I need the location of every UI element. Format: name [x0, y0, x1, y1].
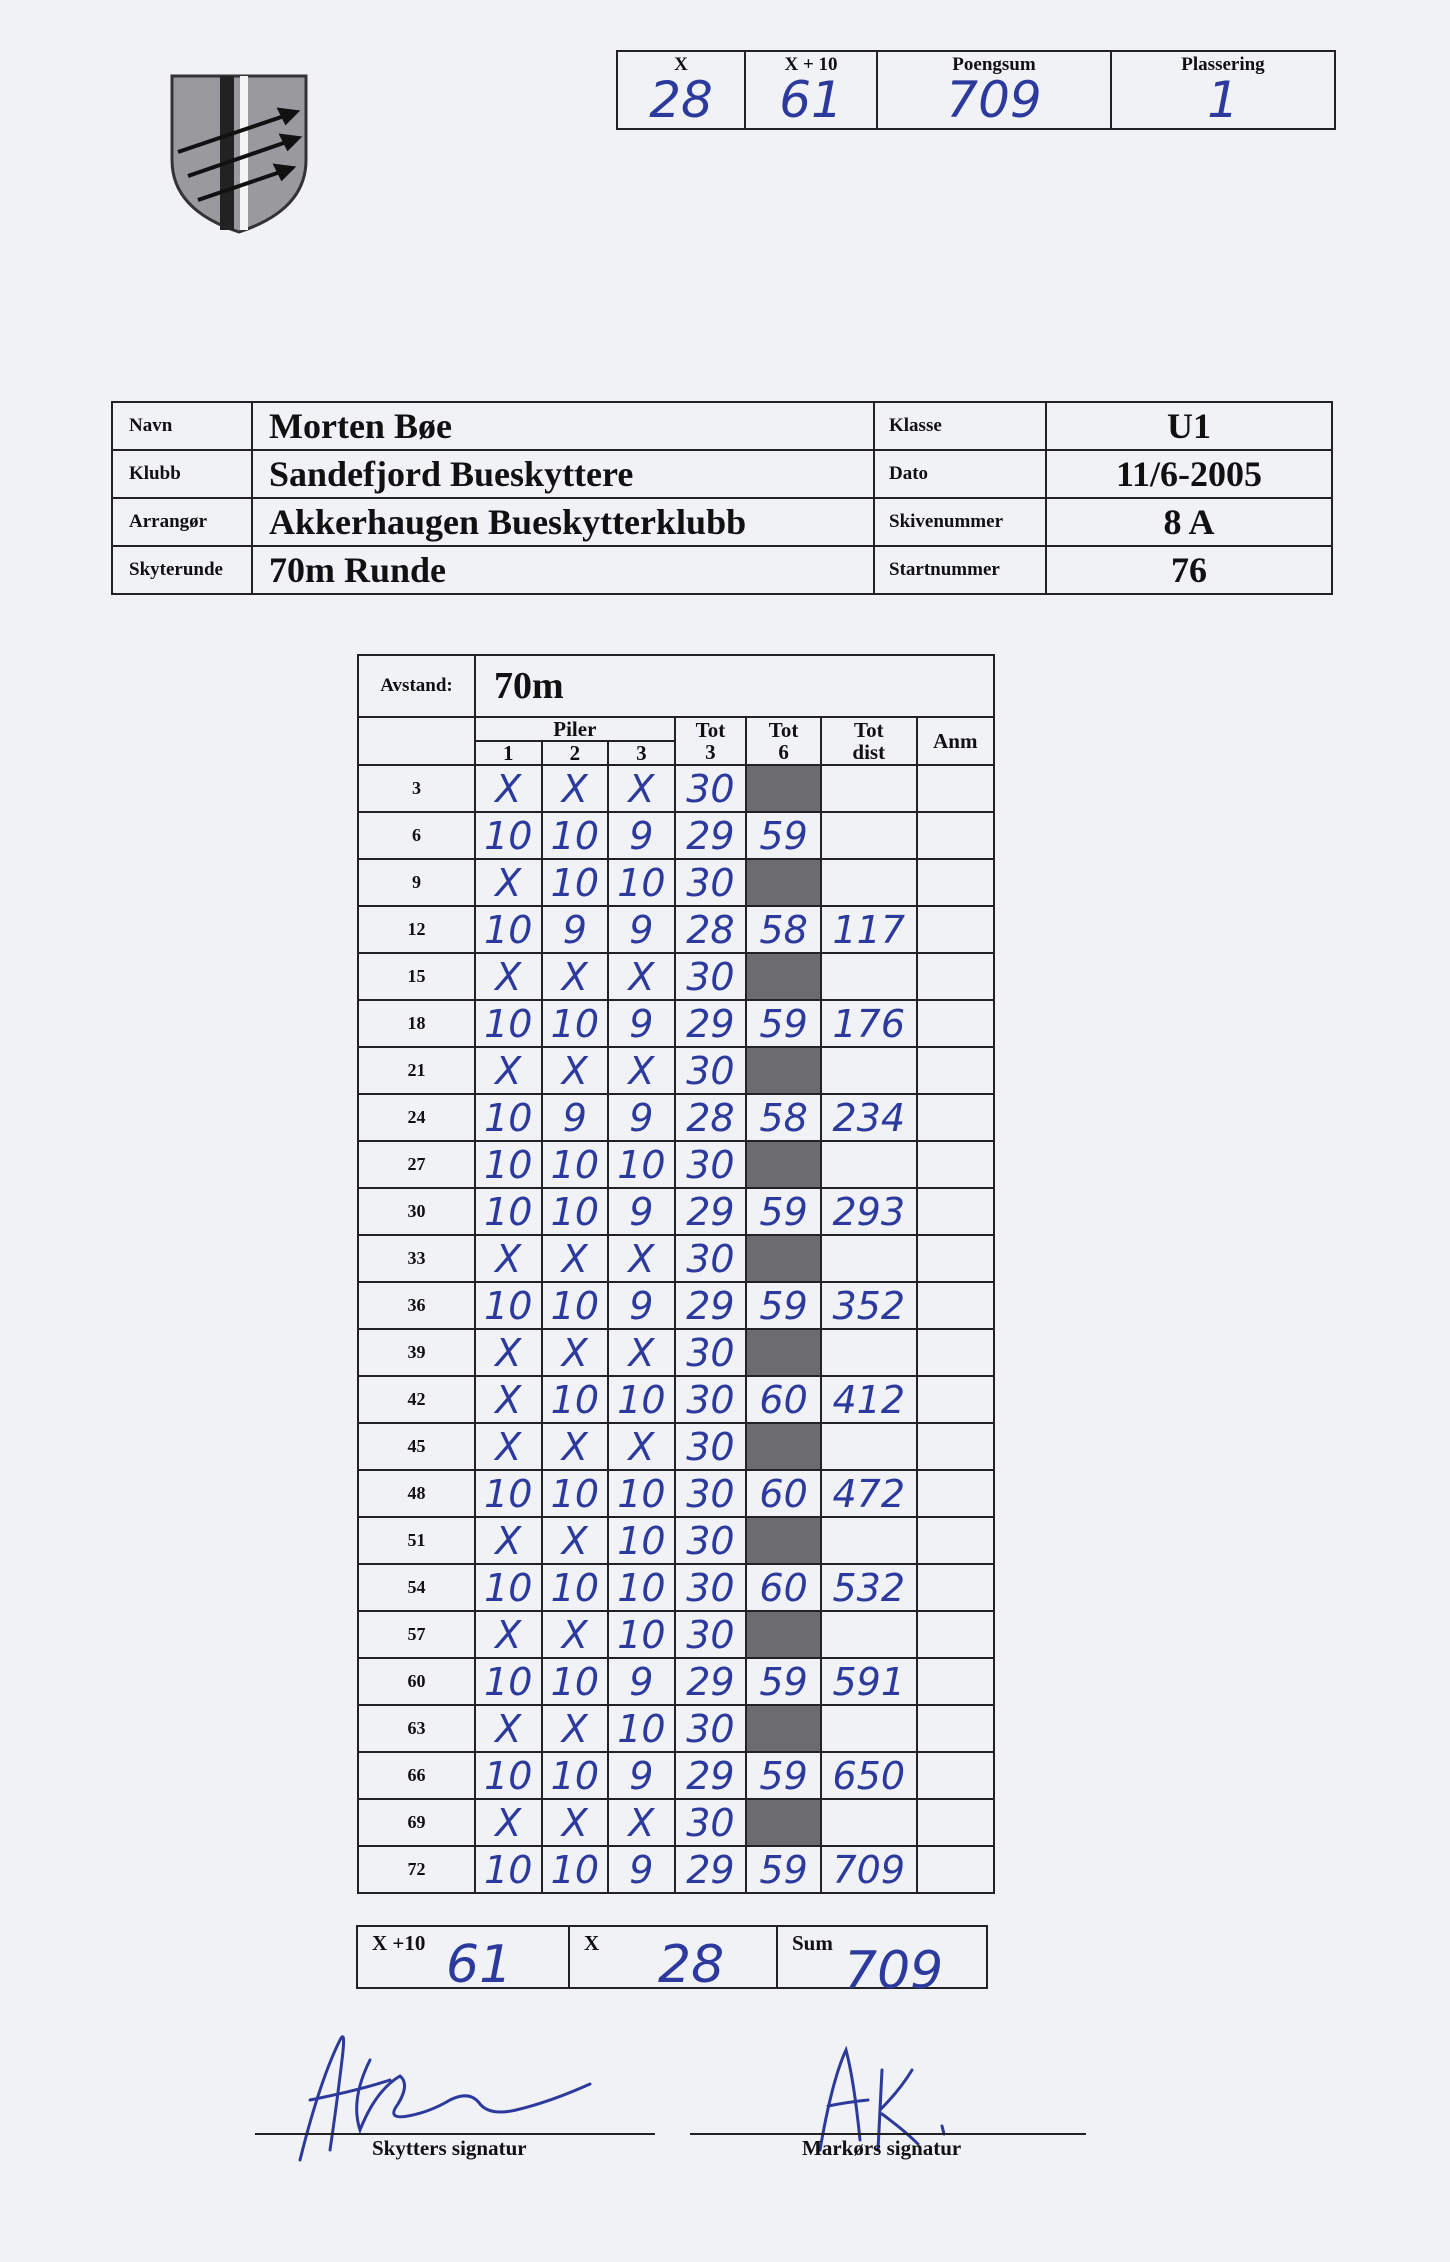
arrow-score: 10 — [475, 1752, 542, 1799]
totals-sum-label: Sum — [792, 1931, 833, 1955]
tot3-value: 30 — [675, 1047, 747, 1094]
arrow-count: 60 — [358, 1658, 475, 1705]
score-row — [358, 1000, 994, 1047]
tot6-value: 58 — [746, 906, 821, 953]
arrow-score: 10 — [475, 1094, 542, 1141]
totdist-value — [821, 1141, 917, 1188]
score-row — [358, 1564, 994, 1611]
arrow-score: X — [475, 1423, 542, 1470]
arrow-score: 10 — [608, 859, 675, 906]
tot6-value — [746, 1235, 821, 1282]
arrow-score: X — [542, 1047, 609, 1094]
arrow-score: 10 — [608, 1517, 675, 1564]
arrow-score: 9 — [542, 906, 609, 953]
arrow-score: 10 — [475, 1846, 542, 1893]
arrow-score: 10 — [475, 906, 542, 953]
score-row — [358, 859, 994, 906]
totdist-value: 176 — [821, 1000, 917, 1047]
x10-count-label: X + 10 — [784, 54, 838, 75]
tot6-value — [746, 765, 821, 812]
arrow-score: 10 — [608, 1470, 675, 1517]
arrow-score: X — [608, 1235, 675, 1282]
tot3-header-sub: 3 — [705, 740, 716, 764]
marker-signature-label: Markørs signatur — [802, 2136, 962, 2160]
tot6-value — [746, 1517, 821, 1564]
totdist-value: 472 — [821, 1470, 917, 1517]
organizer-label: Arrangør — [112, 498, 252, 546]
arrow-score: 10 — [475, 1282, 542, 1329]
arrow-score: 10 — [475, 1141, 542, 1188]
remark-header: Anm — [917, 717, 994, 765]
arrow-count: 3 — [358, 765, 475, 812]
totdist-header-label: Tot — [853, 718, 884, 742]
arrow-score: X — [608, 1799, 675, 1846]
start-number-value: 76 — [1046, 546, 1332, 594]
totdist-value — [821, 1235, 917, 1282]
score-row — [358, 765, 994, 812]
totals-sum-cell — [777, 1926, 987, 2001]
remark-cell — [917, 1658, 994, 1705]
tot6-value: 60 — [746, 1470, 821, 1517]
marker-signature-line — [690, 2133, 1086, 2135]
arrow-score: X — [608, 1329, 675, 1376]
arrow-count: 15 — [358, 953, 475, 1000]
arrow-score: X — [608, 1423, 675, 1470]
arrow-score: 10 — [608, 1564, 675, 1611]
arrow-score: 10 — [475, 812, 542, 859]
club-value: Sandefjord Bueskyttere — [252, 450, 874, 498]
target-label: Skivenummer — [874, 498, 1046, 546]
totdist-value — [821, 859, 917, 906]
arrow-score: 10 — [608, 1705, 675, 1752]
archer-signature-line — [255, 2133, 655, 2135]
score-row — [358, 1282, 994, 1329]
class-label: Klasse — [874, 402, 1046, 450]
arrow-score: X — [542, 1611, 609, 1658]
tot3-value: 30 — [675, 1705, 747, 1752]
tot3-value: 30 — [675, 1799, 747, 1846]
arrow-count: 12 — [358, 906, 475, 953]
arrow-score: X — [475, 1329, 542, 1376]
tot6-value: 59 — [746, 1188, 821, 1235]
arrow-score: 9 — [542, 1094, 609, 1141]
remark-cell — [917, 1799, 994, 1846]
remark-cell — [917, 1141, 994, 1188]
tot3-value: 28 — [675, 1094, 747, 1141]
arrow-score: X — [475, 953, 542, 1000]
arrow-count: 6 — [358, 812, 475, 859]
tot6-value: 60 — [746, 1564, 821, 1611]
tot3-value: 30 — [675, 1141, 747, 1188]
totals-sum-value: 709 — [844, 1941, 944, 2001]
arrow-count: 24 — [358, 1094, 475, 1141]
arrow-count: 63 — [358, 1705, 475, 1752]
totdist-value — [821, 1423, 917, 1470]
x-count-label: X — [674, 54, 688, 75]
tot6-value — [746, 953, 821, 1000]
remark-cell — [917, 1282, 994, 1329]
tot3-value: 29 — [675, 1000, 747, 1047]
arrow-column-header: 2 — [542, 741, 609, 765]
score-row — [358, 1423, 994, 1470]
tot6-value: 59 — [746, 1282, 821, 1329]
arrow-count: 27 — [358, 1141, 475, 1188]
arrow-score: X — [542, 1705, 609, 1752]
score-cell — [877, 51, 1111, 129]
tot6-value — [746, 1141, 821, 1188]
arrow-score: X — [475, 859, 542, 906]
totdist-value — [821, 1799, 917, 1846]
tot6-value — [746, 1799, 821, 1846]
tot3-value: 29 — [675, 1846, 747, 1893]
arrow-score: 10 — [542, 1376, 609, 1423]
tot6-header-sub: 6 — [778, 740, 789, 764]
arrow-score: X — [608, 1047, 675, 1094]
date-label: Dato — [874, 450, 1046, 498]
totals-x-label: X — [584, 1931, 600, 1955]
remark-cell — [917, 1376, 994, 1423]
arrow-count: 48 — [358, 1470, 475, 1517]
archer-signature-label: Skytters signatur — [372, 2136, 527, 2160]
remark-cell — [917, 1329, 994, 1376]
remark-cell — [917, 812, 994, 859]
arrow-score: 10 — [475, 1564, 542, 1611]
score-row — [358, 1752, 994, 1799]
arrow-score: 10 — [475, 1470, 542, 1517]
totdist-header-sub: dist — [852, 740, 886, 764]
distance-value: 70m — [475, 655, 994, 717]
arrow-score: 9 — [608, 1000, 675, 1047]
arrow-count: 51 — [358, 1517, 475, 1564]
arrow-score: 10 — [475, 1188, 542, 1235]
arrow-score: 9 — [608, 1752, 675, 1799]
arrow-score: 10 — [608, 1611, 675, 1658]
score-row — [358, 1658, 994, 1705]
arrow-score: 10 — [542, 1000, 609, 1047]
placement-cell — [1111, 51, 1335, 129]
tot3-value: 30 — [675, 1329, 747, 1376]
arrow-score: 10 — [542, 1470, 609, 1517]
arrow-score: 10 — [608, 1376, 675, 1423]
totdist-value — [821, 765, 917, 812]
arrow-score: 10 — [475, 1000, 542, 1047]
tot3-value: 30 — [675, 1235, 747, 1282]
score-value: 709 — [946, 71, 1042, 129]
score-row — [358, 1235, 994, 1282]
score-card-table — [357, 654, 995, 1894]
arrow-score: 9 — [608, 1188, 675, 1235]
arrow-score: 9 — [608, 1282, 675, 1329]
arrow-count: 54 — [358, 1564, 475, 1611]
tot6-value — [746, 1329, 821, 1376]
arrow-score: X — [475, 1235, 542, 1282]
tot3-value: 29 — [675, 812, 747, 859]
totdist-value: 293 — [821, 1188, 917, 1235]
totals-x10-value: 61 — [446, 1935, 513, 1995]
tot6-header-label: Tot — [768, 718, 799, 742]
club-crest-logo — [168, 72, 310, 236]
arrow-score: 10 — [542, 1658, 609, 1705]
tot3-value: 29 — [675, 1282, 747, 1329]
tot3-value: 30 — [675, 1423, 747, 1470]
arrows-header: Piler — [475, 717, 675, 741]
arrow-score: 10 — [542, 859, 609, 906]
totdist-value: 650 — [821, 1752, 917, 1799]
remark-cell — [917, 1235, 994, 1282]
totdist-header — [821, 717, 917, 765]
arrow-column-header: 1 — [475, 741, 542, 765]
arrow-count: 18 — [358, 1000, 475, 1047]
arrow-score: X — [542, 1329, 609, 1376]
arrow-score: X — [475, 1799, 542, 1846]
x-count-cell — [617, 51, 745, 129]
arrow-score: X — [475, 765, 542, 812]
target-value: 8 A — [1046, 498, 1332, 546]
totals-box — [356, 1925, 988, 2001]
distance-label: Avstand: — [380, 675, 453, 696]
tot6-value: 59 — [746, 1846, 821, 1893]
arrow-count: 66 — [358, 1752, 475, 1799]
arrow-score: 9 — [608, 812, 675, 859]
remark-cell — [917, 953, 994, 1000]
arrow-score: 10 — [542, 812, 609, 859]
arrow-count: 36 — [358, 1282, 475, 1329]
placement-value: 1 — [1207, 71, 1239, 129]
remark-cell — [917, 1047, 994, 1094]
arrow-score: X — [542, 1423, 609, 1470]
tot6-value — [746, 1611, 821, 1658]
remark-cell — [917, 1000, 994, 1047]
tot6-value: 59 — [746, 812, 821, 859]
tot3-header — [675, 717, 747, 765]
totals-x-value: 28 — [658, 1935, 725, 1995]
arrow-score: 10 — [542, 1188, 609, 1235]
organizer-value: Akkerhaugen Bueskytterklubb — [252, 498, 874, 546]
tot3-header-label: Tot — [695, 718, 726, 742]
arrow-score: 10 — [542, 1282, 609, 1329]
score-row — [358, 1094, 994, 1141]
totdist-value: 591 — [821, 1658, 917, 1705]
class-value: U1 — [1046, 402, 1332, 450]
tot6-value: 59 — [746, 1752, 821, 1799]
arrow-score: X — [542, 1235, 609, 1282]
totdist-value — [821, 1611, 917, 1658]
placement-label: Plassering — [1181, 54, 1265, 75]
totdist-value — [821, 953, 917, 1000]
remark-cell — [917, 1846, 994, 1893]
arrow-score: X — [608, 953, 675, 1000]
x-count-value: 28 — [649, 71, 713, 129]
arrow-count: 42 — [358, 1376, 475, 1423]
arrow-score: X — [542, 765, 609, 812]
tot6-value: 59 — [746, 1658, 821, 1705]
tot6-value: 60 — [746, 1376, 821, 1423]
remark-cell — [917, 906, 994, 953]
tot3-value: 29 — [675, 1188, 747, 1235]
score-row — [358, 1047, 994, 1094]
arrow-score: X — [608, 765, 675, 812]
arrow-score: X — [475, 1047, 542, 1094]
arrow-count: 30 — [358, 1188, 475, 1235]
arrow-count: 45 — [358, 1423, 475, 1470]
tot6-value: 58 — [746, 1094, 821, 1141]
arrow-score: 10 — [608, 1141, 675, 1188]
x10-count-cell — [745, 51, 877, 129]
tot6-header — [746, 717, 821, 765]
tot3-value: 30 — [675, 1611, 747, 1658]
score-row — [358, 1611, 994, 1658]
tot6-value — [746, 859, 821, 906]
tot6-value: 59 — [746, 1000, 821, 1047]
tot3-value: 30 — [675, 1564, 747, 1611]
totdist-value — [821, 1517, 917, 1564]
tot3-value: 30 — [675, 859, 747, 906]
result-summary — [616, 50, 1336, 130]
remark-cell — [917, 1517, 994, 1564]
remark-cell — [917, 1423, 994, 1470]
arrow-score: X — [475, 1517, 542, 1564]
totals-x10-cell — [357, 1926, 569, 1995]
totdist-value: 709 — [821, 1846, 917, 1893]
tot3-value: 30 — [675, 765, 747, 812]
totdist-value: 532 — [821, 1564, 917, 1611]
score-row — [358, 1141, 994, 1188]
arrow-score: 9 — [608, 906, 675, 953]
totdist-value — [821, 1705, 917, 1752]
tot3-value: 29 — [675, 1658, 747, 1705]
arrow-score: X — [475, 1705, 542, 1752]
arrow-count: 33 — [358, 1235, 475, 1282]
score-row — [358, 953, 994, 1000]
arrow-score: 10 — [542, 1564, 609, 1611]
arrow-score: 9 — [608, 1846, 675, 1893]
arrow-count: 57 — [358, 1611, 475, 1658]
totdist-value: 117 — [821, 906, 917, 953]
totdist-value: 234 — [821, 1094, 917, 1141]
remark-cell — [917, 1470, 994, 1517]
tot3-value: 30 — [675, 1470, 747, 1517]
remark-cell — [917, 859, 994, 906]
arrow-score: 9 — [608, 1094, 675, 1141]
score-row — [358, 1376, 994, 1423]
tot3-value: 28 — [675, 906, 747, 953]
totdist-value: 412 — [821, 1376, 917, 1423]
round-value: 70m Runde — [252, 546, 874, 594]
arrow-count: 9 — [358, 859, 475, 906]
name-label: Navn — [112, 402, 252, 450]
x10-count-value: 61 — [779, 71, 843, 129]
date-value: 11/6-2005 — [1046, 450, 1332, 498]
club-label: Klubb — [112, 450, 252, 498]
distance-label-cell — [358, 655, 475, 717]
tot3-value: 29 — [675, 1752, 747, 1799]
score-row — [358, 1188, 994, 1235]
arrow-column-header: 3 — [608, 741, 675, 765]
remark-cell — [917, 1094, 994, 1141]
score-label: Poengsum — [952, 54, 1036, 75]
arrow-count: 72 — [358, 1846, 475, 1893]
arrow-score: 10 — [542, 1752, 609, 1799]
round-label: Skyterunde — [112, 546, 252, 594]
tot3-value: 30 — [675, 1376, 747, 1423]
arrow-count: 21 — [358, 1047, 475, 1094]
score-row — [358, 1705, 994, 1752]
arrow-count: 39 — [358, 1329, 475, 1376]
totdist-value — [821, 1047, 917, 1094]
tot3-value: 30 — [675, 1517, 747, 1564]
tot6-value — [746, 1047, 821, 1094]
arrow-count: 69 — [358, 1799, 475, 1846]
arrow-score: X — [475, 1611, 542, 1658]
score-row — [358, 906, 994, 953]
totdist-value — [821, 812, 917, 859]
remark-cell — [917, 1752, 994, 1799]
archer-info-table — [111, 401, 1333, 595]
score-row — [358, 1799, 994, 1846]
tot6-value — [746, 1423, 821, 1470]
totdist-value — [821, 1329, 917, 1376]
totals-x10-label: X +10 — [372, 1931, 426, 1955]
arrow-score: X — [475, 1376, 542, 1423]
arrow-score: 10 — [475, 1658, 542, 1705]
totals-x-cell — [569, 1926, 777, 1995]
score-row — [358, 1470, 994, 1517]
score-row — [358, 1329, 994, 1376]
arrow-score: 10 — [542, 1141, 609, 1188]
score-row — [358, 1517, 994, 1564]
remark-cell — [917, 1564, 994, 1611]
totdist-value: 352 — [821, 1282, 917, 1329]
arrow-score: X — [542, 1517, 609, 1564]
row-number-header — [358, 717, 475, 765]
tot3-value: 30 — [675, 953, 747, 1000]
score-row — [358, 812, 994, 859]
score-row — [358, 1846, 994, 1893]
tot6-value — [746, 1705, 821, 1752]
start-number-label: Startnummer — [874, 546, 1046, 594]
arrow-score: 9 — [608, 1658, 675, 1705]
arrow-score: 10 — [542, 1846, 609, 1893]
archer-name: Morten Bøe — [252, 402, 874, 450]
arrow-score: X — [542, 1799, 609, 1846]
remark-cell — [917, 1705, 994, 1752]
arrow-score: X — [542, 953, 609, 1000]
remark-cell — [917, 1188, 994, 1235]
remark-cell — [917, 1611, 994, 1658]
remark-cell — [917, 765, 994, 812]
